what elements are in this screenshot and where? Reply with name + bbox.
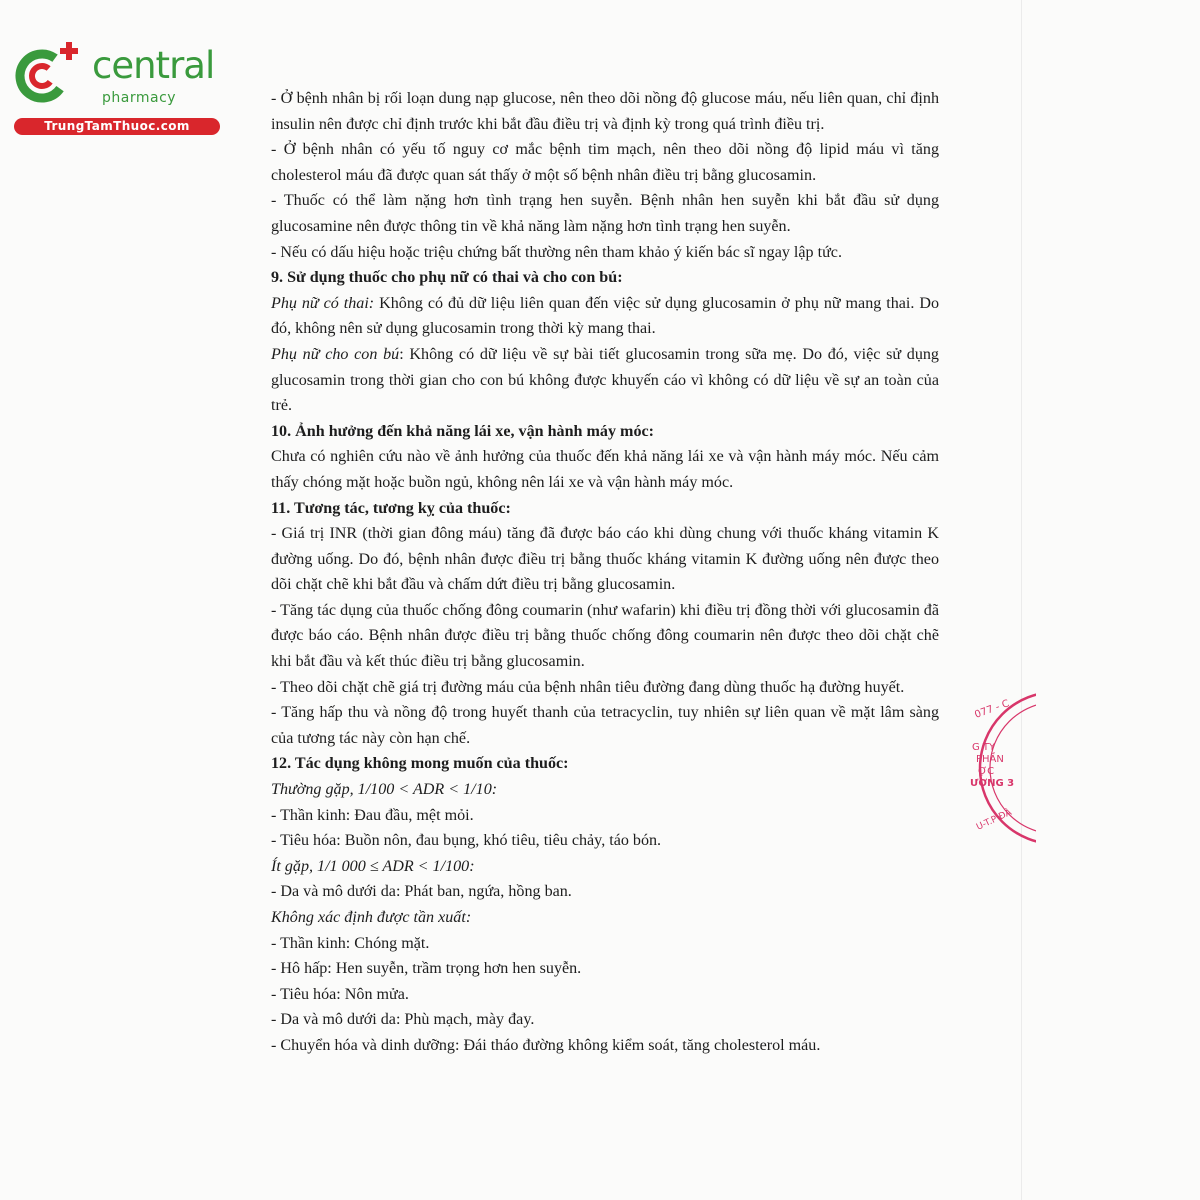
list-item: - Tiêu hóa: Nôn mửa. [271, 985, 409, 1003]
paragraph-driving: Chưa có nghiên cứu nào về ảnh hưởng của thuốc đến khả năng lái xe và vận hành máy móc. Nếu cảm thấy chóng mặt hoặc buồn ngủ, không nên lái xe và vận hành máy móc. [271, 448, 939, 491]
list-item: - Thần kinh: Chóng mặt. [271, 934, 430, 952]
label-breastfeeding: Phụ nữ cho con bú [271, 345, 400, 363]
paragraph-blood-sugar: - Theo dõi chặt chẽ giá trị đường máu của bệnh nhân tiêu đường đang dùng thuốc hạ đường huyết. [271, 678, 905, 696]
paragraph-consult-doctor: - Nếu có dấu hiệu hoặc triệu chứng bất thường nên tham khảo ý kiến bác sĩ ngay lập tức. [271, 243, 842, 261]
list-item: - Da và mô dưới da: Phù mạch, mày đay. [271, 1011, 535, 1029]
paragraph-asthma-warning: - Thuốc có thể làm nặng hơn tình trạng hen suyễn. Bệnh nhân hen suyễn khi bắt đầu sử dụng glucosamine nên được thông tin về khả năng làm nặng hơn tình trạng hen suyễn. [271, 192, 939, 235]
seal-stamp-icon [966, 688, 1036, 848]
company-seal-stamp [966, 688, 1036, 848]
central-pharmacy-logo[interactable] [10, 38, 220, 138]
logo-subtitle: pharmacy [102, 90, 177, 106]
stamp-bottom-text: U-T.P ĐÀ [975, 807, 1014, 833]
list-item: - Da và mô dưới da: Phát ban, ngứa, hồng ban. [271, 883, 572, 901]
frequency-common: Thường gặp, 1/100 < ADR < 1/10: [271, 781, 498, 799]
stamp-line-4: ƯƠNG 3 [970, 778, 1015, 789]
heading-section-9: 9. Sử dụng thuốc cho phụ nữ có thai và cho con bú: [271, 269, 623, 287]
text-breastfeeding: : Không có dữ liệu về sự bài tiết glucosamin trong sữa mẹ. Do đó, việc sử dụng glucosamin trong thời gian cho con bú không được khuyến cáo vì không có dữ liệu về sự an toàn của trẻ. [271, 345, 939, 415]
paragraph-lipid-monitoring: - Ở bệnh nhân có yếu tố nguy cơ mắc bệnh tim mạch, nên theo dõi nồng độ lipid máu vì tăng cholesterol máu đã được quan sát thấy ở một số bệnh nhân điều trị bằng glucosamin. [271, 141, 939, 184]
list-item: - Chuyển hóa và dinh dưỡng: Đái tháo đường không kiểm soát, tăng cholesterol máu. [271, 1036, 821, 1054]
list-item: - Hô hấp: Hen suyễn, trầm trọng hơn hen suyễn. [271, 960, 582, 978]
paragraph-breastfeeding [271, 342, 939, 419]
stamp-top-text: 077 - C [973, 698, 1011, 721]
heading-section-12: 12. Tác dụng không mong muốn của thuốc: [271, 755, 569, 773]
logo-name: central [92, 44, 215, 87]
stamp-line-1: G TY [972, 742, 996, 753]
paragraph-inr: - Giá trị INR (thời gian đông máu) tăng đã được báo cáo khi dùng chung với thuốc kháng vitamin K đường uống. Do đó, bệnh nhân được điều trị bằng thuốc kháng vitamin K đường uống nên được theo dõi chặt chẽ khi bắt đầu và chấm dứt điều trị bằng glucosamin. [271, 525, 939, 594]
page-edge-line [1021, 0, 1022, 1200]
pharmacy-cross-logo-icon [10, 38, 90, 108]
stamp-line-3: ỢC [978, 766, 995, 777]
frequency-unknown: Không xác định được tần xuất: [271, 909, 472, 926]
frequency-uncommon: Ít gặp, 1/1 000 ≤ ADR < 1/100: [271, 857, 475, 875]
paragraph-glucose-monitoring: - Ở bệnh nhân bị rối loạn dung nạp glucose, nên theo dõi nồng độ glucose máu, nếu liên quan, chỉ định insulin nên được chỉ định trước khi bắt đầu điều trị và định kỳ trong quá trình điều trị. [271, 90, 939, 133]
paragraph-tetracyclin: - Tăng hấp thu và nồng độ trong huyết thanh của tetracyclin, tuy nhiên sự liên quan về mặt lâm sàng của tương tác này còn hạn chế. [271, 704, 939, 747]
label-pregnancy: Phụ nữ có thai: [271, 294, 375, 312]
document-body [271, 86, 939, 1059]
list-item: - Thần kinh: Đau đầu, mệt mỏi. [271, 806, 474, 824]
paragraph-pregnancy [271, 291, 939, 342]
heading-section-11: 11. Tương tác, tương kỵ của thuốc: [271, 499, 511, 517]
paragraph-coumarin: - Tăng tác dụng của thuốc chống đông coumarin (như wafarin) khi điều trị đồng thời với glucosamin đã được báo cáo. Bệnh nhân được điều trị bằng thuốc chống đông coumarin nên được theo dõi chặt chẽ khi bắt đầu và kết thúc điều trị bằng glucosamin. [271, 601, 939, 671]
list-item: - Tiêu hóa: Buồn nôn, đau bụng, khó tiêu, tiêu chảy, táo bón. [271, 832, 662, 850]
logo-website-link[interactable]: TrungTamThuoc.com [14, 118, 220, 135]
heading-section-10: 10. Ảnh hưởng đến khả năng lái xe, vận hành máy móc: [271, 422, 655, 440]
text-pregnancy: Không có đủ dữ liệu liên quan đến việc sử dụng glucosamin ở phụ nữ mang thai. Do đó, không nên sử dụng glucosamin trong thời kỳ mang thai. [271, 294, 940, 338]
stamp-line-2: PHẦN [976, 754, 1004, 765]
